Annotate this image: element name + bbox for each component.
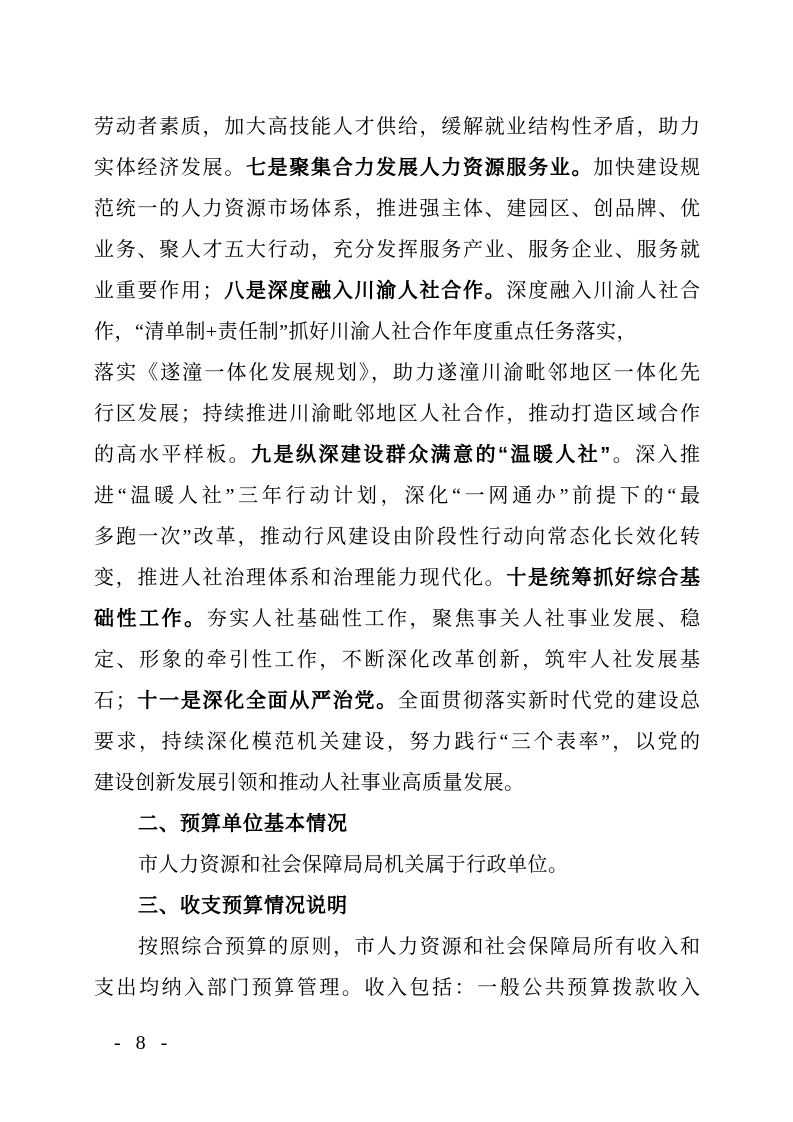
text-segment: 夯实人社基础性工作，聚焦事关人社事业发展、稳 xyxy=(206,608,701,630)
text-line xyxy=(94,435,700,476)
bold-text-segment: 三、收支预算情况说明 xyxy=(138,895,348,917)
text-line xyxy=(94,230,700,271)
bold-text-segment: 八是深度融入川渝人社合作。 xyxy=(222,280,507,302)
text-line xyxy=(94,107,700,148)
text-line xyxy=(94,476,700,517)
text-segment: 实体经济发展。 xyxy=(94,157,246,179)
text-segment: 多跑一次”改革，推动行风建设由阶段性行动向常态化长效化转 xyxy=(94,526,700,548)
text-line xyxy=(94,189,700,230)
text-segment: 范统一的人力资源市场体系，推进强主体、建园区、创品牌、优 xyxy=(94,198,700,220)
text-segment: 业务、聚人才五大行动，充分发挥服务产业、服务企业、服务就 xyxy=(94,239,700,261)
bold-text-segment: 十一是深化全面从严治党。 xyxy=(135,690,398,712)
text-segment: 要求，持续深化模范机关建设，努力践行“三个表率”，以党的 xyxy=(94,731,700,753)
text-line xyxy=(94,271,700,312)
text-segment: 。深入推 xyxy=(610,444,701,466)
text-line xyxy=(94,558,700,599)
text-line xyxy=(94,640,700,681)
text-line xyxy=(94,681,700,722)
bold-text-segment: 十是统筹抓好综合基 xyxy=(506,567,701,589)
text-segment: 支出均纳入部门预算管理。收入包括：一般公共预算拨款收入 xyxy=(94,977,700,999)
text-segment: 变，推进人社治理体系和治理能力现代化。 xyxy=(94,567,507,589)
text-line xyxy=(94,927,700,968)
text-line xyxy=(94,599,700,640)
text-line xyxy=(94,968,700,1009)
text-line xyxy=(94,148,700,189)
text-segment: 按照综合预算的原则，市人力资源和社会保障局所有收入和 xyxy=(138,936,700,958)
text-segment: 深度融入川渝人社合 xyxy=(506,280,701,302)
text-line xyxy=(94,845,700,886)
section-heading xyxy=(94,804,700,845)
text-segment: 全面贯彻落实新时代党的建设总 xyxy=(397,690,701,712)
text-segment: 作，“清单制+责任制”抓好川渝人社合作年度重点任务落实， xyxy=(94,321,638,343)
text-segment: 行区发展；持续推进川渝毗邻地区人社合作，推动打造区域合作 xyxy=(94,403,700,425)
bold-text-segment: 二、预算单位基本情况 xyxy=(138,813,348,835)
text-line xyxy=(94,722,700,763)
document-body xyxy=(94,107,700,1009)
text-segment: 的高水平样板。 xyxy=(94,444,252,466)
section-heading xyxy=(94,886,700,927)
text-line xyxy=(94,763,700,804)
text-line xyxy=(94,353,700,394)
text-line xyxy=(94,312,700,353)
text-segment: 加快建设规 xyxy=(593,157,701,179)
text-segment: 建设创新发展引领和推动人社事业高质量发展。 xyxy=(94,772,525,794)
text-segment: 劳动者素质，加大高技能人才供给，缓解就业结构性矛盾，助力 xyxy=(94,116,700,138)
bold-text-segment: 础性工作。 xyxy=(94,608,207,630)
text-line xyxy=(94,517,700,558)
bold-text-segment: 七是聚集合力发展人力资源服务业。 xyxy=(245,157,594,179)
text-line xyxy=(94,394,700,435)
page-number: - 8 - xyxy=(114,1032,170,1054)
text-segment: 进“温暖人社”三年行动计划，深化“一网通办”前提下的“最 xyxy=(94,485,700,507)
text-segment: 定、形象的牵引性工作，不断深化改革创新，筑牢人社发展基 xyxy=(94,649,700,671)
text-segment: 石； xyxy=(94,690,136,712)
text-segment: 落实《遂潼一体化发展规划》，助力遂潼川渝毗邻地区一体化先 xyxy=(94,362,700,384)
text-segment: 业重要作用； xyxy=(94,280,223,302)
text-segment: 市人力资源和社会保障局局机关属于行政单位。 xyxy=(138,854,569,876)
bold-text-segment: 九是纵深建设群众满意的“温暖人社” xyxy=(251,444,611,466)
